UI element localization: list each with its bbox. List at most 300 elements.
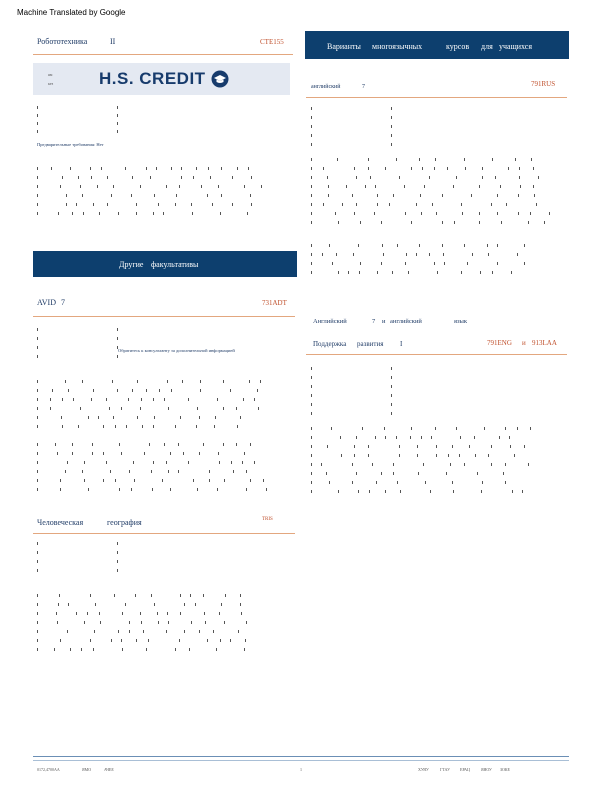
text-fragment xyxy=(181,176,182,179)
text-fragment xyxy=(246,621,247,624)
text-fragment xyxy=(522,490,523,493)
text-fragment xyxy=(37,594,38,597)
text-fragment xyxy=(197,488,198,491)
text-fragment xyxy=(132,176,133,179)
text-fragment xyxy=(544,221,545,224)
text-fragment xyxy=(356,203,357,206)
text-fragment xyxy=(479,185,480,188)
field-label-fragment xyxy=(37,542,38,545)
text-fragment xyxy=(178,443,179,446)
field-label-fragment xyxy=(37,130,38,133)
text-fragment xyxy=(236,443,237,446)
text-fragment xyxy=(352,481,353,484)
text-fragment xyxy=(416,253,417,256)
text-fragment xyxy=(405,212,406,215)
text-fragment xyxy=(528,221,529,224)
text-fragment xyxy=(244,185,245,188)
text-fragment xyxy=(244,452,245,455)
text-fragment xyxy=(419,158,420,161)
text-fragment xyxy=(125,167,126,170)
text-fragment xyxy=(180,612,181,615)
text-fragment xyxy=(336,253,337,256)
text-fragment xyxy=(37,176,38,179)
field-label-fragment xyxy=(311,376,312,379)
text-fragment xyxy=(311,185,312,188)
text-fragment xyxy=(365,185,366,188)
text-fragment xyxy=(480,271,481,274)
text-fragment xyxy=(184,630,185,633)
text-fragment xyxy=(37,461,38,464)
text-fragment xyxy=(435,427,436,430)
text-fragment xyxy=(223,380,224,383)
text-fragment xyxy=(184,603,185,606)
text-fragment xyxy=(524,262,525,265)
text-fragment xyxy=(70,648,71,651)
text-fragment xyxy=(232,176,233,179)
text-fragment xyxy=(436,454,437,457)
text-fragment xyxy=(456,176,457,179)
text-fragment xyxy=(136,639,137,642)
text-fragment xyxy=(90,594,91,597)
text-fragment xyxy=(533,185,534,188)
field-value-fragment xyxy=(391,394,392,397)
text-fragment xyxy=(65,380,66,383)
text-fragment xyxy=(436,212,437,215)
text-fragment xyxy=(411,167,412,170)
eng-l2a: Поддержка xyxy=(313,340,347,348)
text-fragment xyxy=(484,427,485,430)
text-fragment xyxy=(311,253,312,256)
text-fragment xyxy=(450,463,451,466)
text-fragment xyxy=(37,203,38,206)
text-fragment xyxy=(488,454,489,457)
text-fragment xyxy=(68,603,69,606)
text-fragment xyxy=(37,398,38,401)
text-fragment xyxy=(153,425,154,428)
text-fragment xyxy=(341,454,342,457)
text-fragment xyxy=(495,176,496,179)
text-fragment xyxy=(328,194,329,197)
text-fragment xyxy=(199,416,200,419)
field-value-fragment xyxy=(391,376,392,379)
footer-right-4: ЯЯОУ xyxy=(481,767,492,772)
text-fragment xyxy=(154,194,155,197)
text-fragment xyxy=(140,612,141,615)
text-fragment xyxy=(423,463,424,466)
text-fragment xyxy=(190,594,191,597)
text-fragment xyxy=(215,416,216,419)
text-fragment xyxy=(340,436,341,439)
text-fragment xyxy=(396,158,397,161)
banner-w5: учащихся xyxy=(499,42,533,51)
text-fragment xyxy=(261,185,262,188)
text-fragment xyxy=(129,621,130,624)
text-fragment xyxy=(93,648,94,651)
field-label-fragment xyxy=(311,107,312,110)
text-fragment xyxy=(90,167,91,170)
text-fragment xyxy=(354,445,355,448)
text-fragment xyxy=(180,416,181,419)
text-fragment xyxy=(311,158,312,161)
text-fragment xyxy=(166,630,167,633)
text-fragment xyxy=(381,472,382,475)
text-fragment xyxy=(135,594,136,597)
text-fragment xyxy=(153,212,154,215)
text-fragment xyxy=(514,454,515,457)
text-fragment xyxy=(461,271,462,274)
text-fragment xyxy=(353,253,354,256)
avid-rule xyxy=(33,316,295,317)
text-fragment xyxy=(66,194,67,197)
footer-rule-1 xyxy=(33,756,569,757)
text-fragment xyxy=(125,603,126,606)
text-fragment xyxy=(114,594,115,597)
text-fragment xyxy=(37,470,38,473)
text-fragment xyxy=(435,158,436,161)
text-fragment xyxy=(358,244,359,247)
text-fragment xyxy=(209,470,210,473)
text-fragment xyxy=(368,454,369,457)
text-fragment xyxy=(100,621,101,624)
field-label-fragment xyxy=(311,125,312,128)
text-fragment xyxy=(150,176,151,179)
text-fragment xyxy=(497,262,498,265)
text-fragment xyxy=(416,203,417,206)
text-fragment xyxy=(246,470,247,473)
text-fragment xyxy=(422,167,423,170)
text-fragment xyxy=(240,416,241,419)
text-fragment xyxy=(250,194,251,197)
text-fragment xyxy=(103,479,104,482)
text-fragment xyxy=(205,621,206,624)
field-value-fragment xyxy=(117,560,118,563)
text-fragment xyxy=(65,470,66,473)
text-fragment xyxy=(164,398,165,401)
text-fragment xyxy=(37,167,38,170)
text-fragment xyxy=(62,176,63,179)
text-fragment xyxy=(168,407,169,410)
text-fragment xyxy=(191,621,192,624)
text-fragment xyxy=(199,630,200,633)
text-fragment xyxy=(382,244,383,247)
text-fragment xyxy=(221,167,222,170)
text-fragment xyxy=(381,221,382,224)
footer-right-5: ЗОКЕ xyxy=(500,767,511,772)
text-fragment xyxy=(424,185,425,188)
field-label-fragment xyxy=(311,403,312,406)
avid-code: 731ADT xyxy=(262,299,287,307)
text-fragment xyxy=(524,244,525,247)
text-fragment xyxy=(251,176,252,179)
text-fragment xyxy=(370,176,371,179)
banner-w1: Варианты xyxy=(327,42,361,51)
text-fragment xyxy=(369,490,370,493)
text-fragment xyxy=(311,262,312,265)
text-fragment xyxy=(141,621,142,624)
text-fragment xyxy=(437,271,438,274)
text-fragment xyxy=(140,185,141,188)
text-fragment xyxy=(87,612,88,615)
text-fragment xyxy=(78,176,79,179)
field-value-fragment xyxy=(117,346,118,349)
footer-right-1: ХУЯУ xyxy=(418,767,429,772)
field-label-fragment xyxy=(37,328,38,331)
text-fragment xyxy=(231,461,232,464)
text-fragment xyxy=(257,389,258,392)
text-fragment xyxy=(519,167,520,170)
text-fragment xyxy=(175,203,176,206)
text-fragment xyxy=(181,167,182,170)
text-fragment xyxy=(178,470,179,473)
text-fragment xyxy=(223,443,224,446)
text-fragment xyxy=(425,481,426,484)
text-fragment xyxy=(221,603,222,606)
text-fragment xyxy=(200,380,201,383)
text-fragment xyxy=(520,185,521,188)
text-fragment xyxy=(188,461,189,464)
text-fragment xyxy=(232,203,233,206)
text-fragment xyxy=(399,445,400,448)
text-fragment xyxy=(189,648,190,651)
text-fragment xyxy=(223,407,224,410)
text-fragment xyxy=(37,212,38,215)
text-fragment xyxy=(126,425,127,428)
text-fragment xyxy=(119,488,120,491)
text-fragment xyxy=(337,158,338,161)
text-fragment xyxy=(242,461,243,464)
text-fragment xyxy=(54,648,55,651)
text-fragment xyxy=(436,445,437,448)
text-fragment xyxy=(107,203,108,206)
text-fragment xyxy=(311,463,312,466)
text-fragment xyxy=(84,479,85,482)
text-fragment xyxy=(170,488,171,491)
text-fragment xyxy=(203,594,204,597)
text-fragment xyxy=(472,253,473,256)
text-fragment xyxy=(134,479,135,482)
text-fragment xyxy=(354,212,355,215)
text-fragment xyxy=(37,630,38,633)
text-fragment xyxy=(78,425,79,428)
text-fragment xyxy=(207,639,208,642)
field-label-fragment xyxy=(311,367,312,370)
text-fragment xyxy=(381,262,382,265)
text-fragment xyxy=(122,648,123,651)
text-fragment xyxy=(393,194,394,197)
text-fragment xyxy=(237,425,238,428)
text-fragment xyxy=(37,194,38,197)
text-fragment xyxy=(238,630,239,633)
text-fragment xyxy=(352,463,353,466)
text-fragment xyxy=(434,262,435,265)
text-fragment xyxy=(224,479,225,482)
text-fragment xyxy=(37,425,38,428)
field-value-fragment xyxy=(391,143,392,146)
text-fragment xyxy=(479,221,480,224)
text-fragment xyxy=(67,630,68,633)
text-fragment xyxy=(166,461,167,464)
text-fragment xyxy=(368,445,369,448)
text-fragment xyxy=(179,185,180,188)
text-fragment xyxy=(517,427,518,430)
eng-l2b: развития xyxy=(357,340,384,348)
text-fragment xyxy=(393,463,394,466)
text-fragment xyxy=(328,185,329,188)
text-fragment xyxy=(518,194,519,197)
text-fragment xyxy=(90,639,91,642)
eng-l1d: английский xyxy=(390,318,422,325)
text-fragment xyxy=(80,407,81,410)
text-fragment xyxy=(84,621,85,624)
text-fragment xyxy=(179,639,180,642)
text-fragment xyxy=(115,425,116,428)
text-fragment xyxy=(362,427,363,430)
text-fragment xyxy=(111,194,112,197)
text-fragment xyxy=(55,443,56,446)
text-fragment xyxy=(136,203,137,206)
russian-num: 7 xyxy=(362,84,365,90)
text-fragment xyxy=(491,203,492,206)
text-fragment xyxy=(37,443,38,446)
text-fragment xyxy=(52,389,53,392)
text-fragment xyxy=(368,158,369,161)
text-fragment xyxy=(377,271,378,274)
eng-l2c: I xyxy=(400,340,403,348)
text-fragment xyxy=(456,427,457,430)
text-fragment xyxy=(129,630,130,633)
text-fragment xyxy=(342,203,343,206)
text-fragment xyxy=(99,212,100,215)
field-value-fragment xyxy=(391,125,392,128)
text-fragment xyxy=(505,427,506,430)
text-fragment xyxy=(499,436,500,439)
text-fragment xyxy=(396,436,397,439)
text-fragment xyxy=(311,271,312,274)
text-fragment xyxy=(92,443,93,446)
text-fragment xyxy=(524,445,525,448)
text-fragment xyxy=(356,472,357,475)
text-fragment xyxy=(453,490,454,493)
text-fragment xyxy=(57,621,58,624)
text-fragment xyxy=(446,472,447,475)
text-fragment xyxy=(322,253,323,256)
text-fragment xyxy=(113,416,114,419)
robotics-rule xyxy=(33,54,293,55)
text-fragment xyxy=(131,488,132,491)
machine-translated-label: Machine Translated by Google xyxy=(17,8,126,17)
text-fragment xyxy=(482,167,483,170)
text-fragment xyxy=(195,603,196,606)
text-fragment xyxy=(454,221,455,224)
text-fragment xyxy=(405,262,406,265)
text-fragment xyxy=(329,481,330,484)
text-fragment xyxy=(372,463,373,466)
text-fragment xyxy=(112,380,113,383)
text-fragment xyxy=(88,416,89,419)
field-label-fragment xyxy=(311,143,312,146)
text-fragment xyxy=(311,490,312,493)
field-value-fragment xyxy=(117,328,118,331)
text-fragment xyxy=(137,380,138,383)
text-fragment xyxy=(327,176,328,179)
text-fragment xyxy=(230,389,231,392)
text-fragment xyxy=(203,443,204,446)
field-label-fragment xyxy=(37,560,38,563)
text-fragment xyxy=(376,481,377,484)
hs-credit-box xyxy=(33,63,290,95)
text-fragment xyxy=(488,253,489,256)
text-fragment xyxy=(491,463,492,466)
text-fragment xyxy=(348,271,349,274)
footer-rule-2 xyxy=(33,760,569,761)
text-fragment xyxy=(37,621,38,624)
field-value-fragment xyxy=(391,412,392,415)
text-fragment xyxy=(246,488,247,491)
field-value-fragment xyxy=(391,367,392,370)
eng-code1: 791ENG xyxy=(487,339,512,347)
text-fragment xyxy=(505,463,506,466)
text-fragment xyxy=(133,461,134,464)
text-fragment xyxy=(442,194,443,197)
text-fragment xyxy=(311,203,312,206)
text-fragment xyxy=(57,452,58,455)
text-fragment xyxy=(37,407,38,410)
text-fragment xyxy=(442,244,443,247)
text-fragment xyxy=(432,203,433,206)
text-fragment xyxy=(164,443,165,446)
field-label-fragment xyxy=(37,551,38,554)
text-fragment xyxy=(146,167,147,170)
text-fragment xyxy=(158,203,159,206)
text-fragment xyxy=(136,212,137,215)
text-fragment xyxy=(421,436,422,439)
text-fragment xyxy=(460,436,461,439)
text-fragment xyxy=(217,398,218,401)
text-fragment xyxy=(487,244,488,247)
text-fragment xyxy=(321,463,322,466)
field-label-fragment xyxy=(311,116,312,119)
text-fragment xyxy=(331,427,332,430)
text-fragment xyxy=(171,389,172,392)
text-fragment xyxy=(443,253,444,256)
text-fragment xyxy=(94,630,95,633)
text-fragment xyxy=(245,639,246,642)
text-fragment xyxy=(67,461,68,464)
field-value-fragment xyxy=(117,130,118,133)
text-fragment xyxy=(479,212,480,215)
text-fragment xyxy=(151,470,152,473)
field-value-fragment xyxy=(391,116,392,119)
text-fragment xyxy=(220,639,221,642)
text-fragment xyxy=(515,158,516,161)
text-fragment xyxy=(311,472,312,475)
text-fragment xyxy=(148,639,149,642)
text-fragment xyxy=(37,612,38,615)
text-fragment xyxy=(81,648,82,651)
text-fragment xyxy=(93,389,94,392)
text-fragment xyxy=(167,380,168,383)
text-fragment xyxy=(453,185,454,188)
eng-l1c: и xyxy=(382,318,386,325)
text-fragment xyxy=(171,167,172,170)
eng-code3: 913LAA xyxy=(532,339,557,347)
text-fragment xyxy=(400,490,401,493)
text-fragment xyxy=(37,603,38,606)
text-fragment xyxy=(462,212,463,215)
text-fragment xyxy=(141,398,142,401)
russian-title: английский xyxy=(311,84,341,90)
hs-small-2: кез xyxy=(48,81,54,86)
